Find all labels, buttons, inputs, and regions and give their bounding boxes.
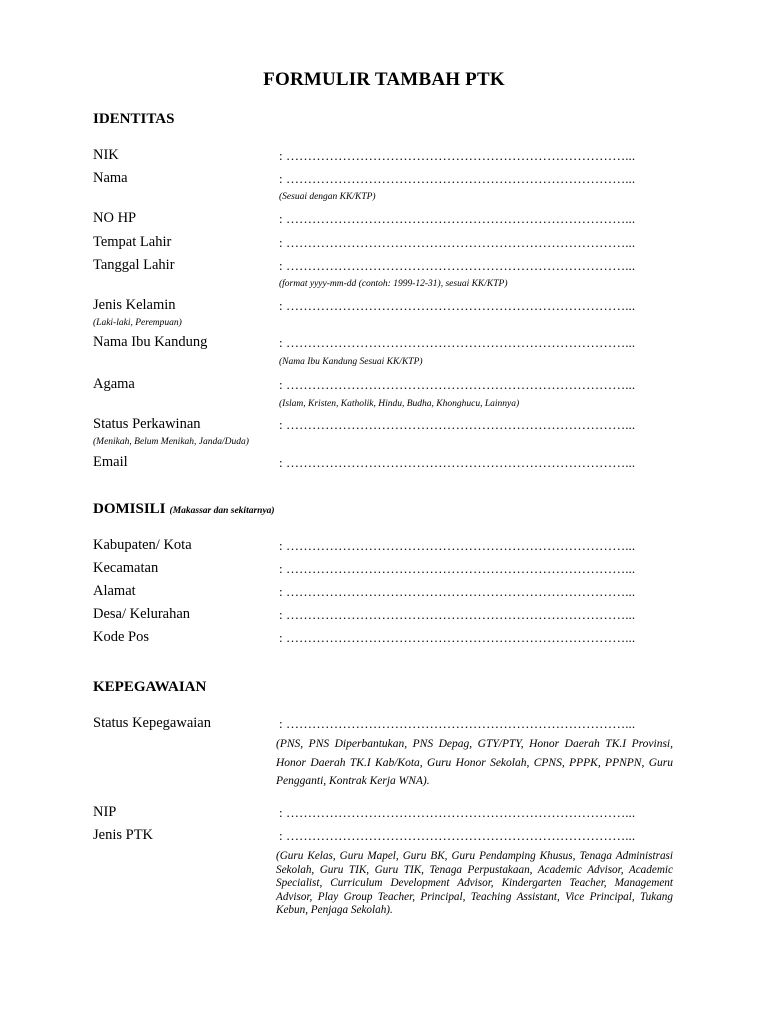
form-title: FORMULIR TAMBAH PTK [263,69,505,90]
no-hp-field[interactable]: : ……………………………………………………………………... [279,211,636,226]
status-perkawinan-hint: (Menikah, Belum Menikah, Janda/Duda) [93,437,249,447]
section-heading-kepegawaian: KEPEGAWAIAN [93,679,207,695]
jenis-kelamin-label: Jenis Kelamin [93,297,176,313]
kode-pos-field[interactable]: : ……………………………………………………………………... [279,630,636,645]
tempat-lahir-field[interactable]: : ……………………………………………………………………... [279,235,636,250]
status-kepegawaian-hint: (PNS, PNS Diperbantukan, PNS Depag, GTY/PTY, Honor Daerah TK.I Provinsi, Honor Daerah TK.I Kab/Kota, Guru Honor Sekolah, CPNS, PPPK, PPNPN, Guru Pengganti, Kontrak Kerja WNA). [276,738,673,787]
nama-hint: (Sesuai dengan KK/KTP) [279,192,376,202]
kabupaten-label: Kabupaten/ Kota [93,537,192,553]
nama-label: Nama [93,170,128,186]
jenis-ptk-field[interactable]: : ……………………………………………………………………... [279,828,636,843]
status-kepegawaian-field[interactable]: : ……………………………………………………………………... [279,716,636,731]
nama-ibu-label: Nama Ibu Kandung [93,334,208,350]
agama-hint: (Islam, Kristen, Katholik, Hindu, Budha, Khonghucu, Lainnya) [279,399,520,409]
kode-pos-label: Kode Pos [93,629,149,645]
status-kepegawaian-label: Status Kepegawaian [93,715,211,731]
nama-field[interactable]: : ……………………………………………………………………... [279,171,636,186]
jenis-ptk-label: Jenis PTK [93,827,154,843]
nama-ibu-hint: (Nama Ibu Kandung Sesuai KK/KTP) [279,357,423,367]
nik-label: NIK [93,147,119,163]
section-heading-domisili-row [93,500,275,518]
tanggal-lahir-hint: (format yyyy-mm-dd (contoh: 1999-12-31), sesuai KK/KTP) [279,279,508,289]
jenis-kelamin-hint: (Laki-laki, Perempuan) [93,318,182,328]
status-perkawinan-field[interactable]: : ……………………………………………………………………... [279,417,636,432]
tanggal-lahir-label: Tanggal Lahir [93,257,175,273]
alamat-label: Alamat [93,583,136,599]
alamat-field[interactable]: : ……………………………………………………………………... [279,584,636,599]
desa-field[interactable]: : ……………………………………………………………………... [279,607,636,622]
agama-field[interactable]: : ……………………………………………………………………... [279,377,636,392]
section-heading-domisili: DOMISILI [93,501,166,517]
status-perkawinan-label: Status Perkawinan [93,416,201,432]
jenis-kelamin-field[interactable]: : ……………………………………………………………………... [279,298,636,313]
nip-label: NIP [93,804,117,820]
kabupaten-field[interactable]: : ……………………………………………………………………... [279,538,636,553]
kecamatan-field[interactable]: : ……………………………………………………………………... [279,561,636,576]
section-heading-identitas: IDENTITAS [93,111,175,127]
email-label: Email [93,454,128,470]
email-field[interactable]: : ……………………………………………………………………... [279,455,636,470]
agama-label: Agama [93,376,135,392]
nip-field[interactable]: : ……………………………………………………………………... [279,805,636,820]
nik-field[interactable]: : ……………………………………………………………………... [279,148,636,163]
tempat-lahir-label: Tempat Lahir [93,234,172,250]
jenis-ptk-hint: (Guru Kelas, Guru Mapel, Guru BK, Guru Pendamping Khusus, Tenaga Administrasi Sekolah, Guru TIK, Guru TIK, Tenaga Perpustakaan, Academic Advisor, Academic Specialist, Curriculum Development Advisor, Kindergarten Teacher, Management Advisor, Play Group Teacher, Principal, Teaching Assistant, Vice Principal, Tukang Kebun, Penjaga Sekolah). [276,850,673,917]
tanggal-lahir-field[interactable]: : ……………………………………………………………………... [279,258,636,273]
desa-label: Desa/ Kelurahan [93,606,191,622]
nama-ibu-field[interactable]: : ……………………………………………………………………... [279,335,636,350]
domisili-note: (Makassar dan sekitarnya) [169,506,275,516]
kecamatan-label: Kecamatan [93,560,159,576]
no-hp-label: NO HP [93,210,137,226]
